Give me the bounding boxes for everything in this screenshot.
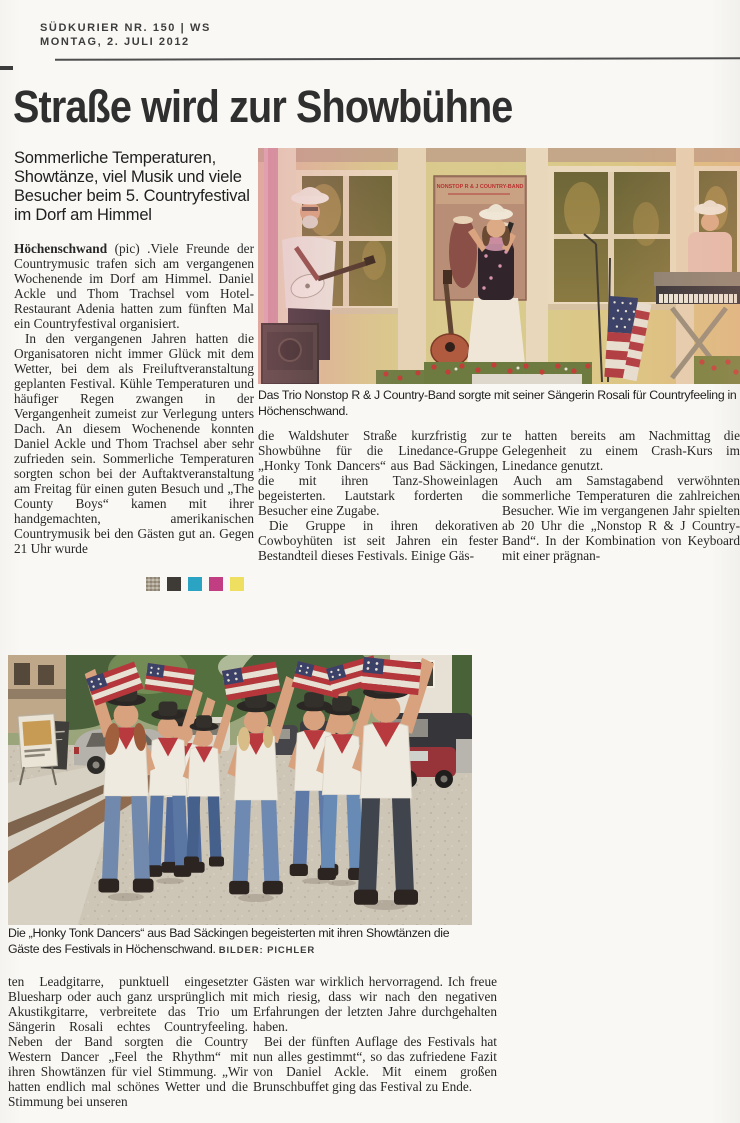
masthead-edition: SÜDKURIER NR. 150 | WS xyxy=(40,22,211,34)
photo-band-stage xyxy=(258,148,740,384)
paragraph: Gästen war wirklich hervorragend. Ich freue mich riesig, dass wir nach den negativen Erfahrungen der letzten Jahre durchgehalten haben. xyxy=(253,974,497,1034)
regmark-black xyxy=(167,577,181,591)
photo-credit: BILDER: PICHLER xyxy=(218,945,316,956)
paragraph: Bei der fünften Auflage des Festivals hat nun alles gestimmt“, so das zufriedene Fazit von Daniel Ackle. Mit einem großen Brunschbuffet ging das Festival zu Ende. xyxy=(253,1034,497,1094)
paragraph: die Waldshuter Straße kurzfristig zur Showbühne für die Linedance-Gruppe „Honky Tonk Dancers“ aus Bad Säckingen, die mit ihren Tanz-Showeinlagen begeisterten. Lautstark forderten die Besucher eine Zugabe. xyxy=(258,428,498,518)
caption-bottom-text: Die „Honky Tonk Dancers“ aus Bad Säckingen begeisterten mit ihren Showtänzen die Gäste des Festivals in Höchenschwand. xyxy=(8,926,450,956)
deck: Sommerliche Temperaturen, Showtänze, viel Musik und viele Besucher beim 5. Countryfestival im Dorf am Himmel xyxy=(14,149,250,224)
regmark-yellow xyxy=(230,577,244,591)
caption-top-photo: Das Trio Nonstop R & J Country-Band sorgte mit seiner Sängerin Rosali für Countryfeeling in Höchenschwand. xyxy=(258,388,737,418)
paragraph: ten Leadgitarre, punktuell eingesetzter Bluesharp oder auch ganz ursprünglich mit Akustikgitarre, verbreitete das Trio um Sängerin Rosali echtes Countryfeeling. Neben der Band sorgten die Country Western Dancer „Feel the Rhythm“ mit ihren Showtänzen für viel Stimmung. „Wir hatten endlich mal schönes Wetter und die Stimmung bei unseren xyxy=(8,974,248,1109)
photo-color-cast xyxy=(258,148,740,384)
caption-bottom-photo xyxy=(8,925,482,959)
scan-artifact xyxy=(0,66,13,70)
photo-band-stage-art xyxy=(258,148,740,384)
paragraph-lead-text: (pic) .Viele Freunde der Countrymusic trafen sich am vergangenen Wochenende im Dorf am Himmel. Daniel Ackle und Thom Trachsel vom Hotel-Restaurant Adenia hatten zum fünften Mal ein Countryfestival organisiert. xyxy=(14,241,254,331)
photo-line-dancers xyxy=(8,655,472,925)
paragraph: Auch am Samstagabend verwöhnten sommerliche Temperaturen die zahlreichen Besucher. Wie im vergangenen Jahr spielten ab 20 Uhr die „Nonstop R & J Country-Band“. In der Kombination von Keyboard mit einer prägnan- xyxy=(502,473,740,563)
article-column-4 xyxy=(8,974,248,1109)
regmark-registration xyxy=(146,577,160,591)
article-column-5 xyxy=(253,974,497,1094)
dancer-hair xyxy=(238,727,250,751)
print-registration-marks xyxy=(146,577,244,591)
paragraph: In den vergangenen Jahren hatten die Organisatoren nicht immer Glück mit dem Wetter, bei dem als Freiluftveranstaltung geplanten Festival. Kühle Temperaturen und häufiger Regen zwangen in der Vergangenheit zumeist zur Verlegung unters Dach. An diesem Wochenende konnten Daniel Ackle und Thom Trachsel aber sehr zufrieden sein. Sommerliche Temperaturen sorgten schon bei der Auftaktveranstaltung am Freitag für einen guten Besuch und „The County Boys“ kamen mit ihrer handgemachten, amerikanischen Countrymusik bei den Gästen gut an. Gegen 21 Uhr wurde xyxy=(14,331,254,556)
paragraph-lead xyxy=(14,241,254,331)
paragraph: te hatten bereits am Nachmittag die Gelegenheit zu einem Crash-Kurs im Linedance genutzt. xyxy=(502,428,740,473)
article-column-2 xyxy=(258,428,498,563)
masthead-date: MONTAG, 2. JULI 2012 xyxy=(40,36,190,48)
photo-line-dancers-art xyxy=(8,655,472,925)
regmark-magenta xyxy=(209,577,223,591)
dancer-hair xyxy=(263,726,273,748)
paragraph: Die Gruppe in ihren dekorativen Cowboyhüten ist seit Jahren ein fester Bestandteil dieses Festivals. Einige Gäs- xyxy=(258,518,498,563)
headline: Straße wird zur Showbühne xyxy=(13,81,513,132)
dateline: Höchenschwand xyxy=(14,241,108,256)
masthead xyxy=(40,21,211,49)
article-column-1 xyxy=(14,241,254,556)
masthead-rule xyxy=(55,57,740,60)
article-column-3 xyxy=(502,428,740,563)
regmark-cyan xyxy=(188,577,202,591)
